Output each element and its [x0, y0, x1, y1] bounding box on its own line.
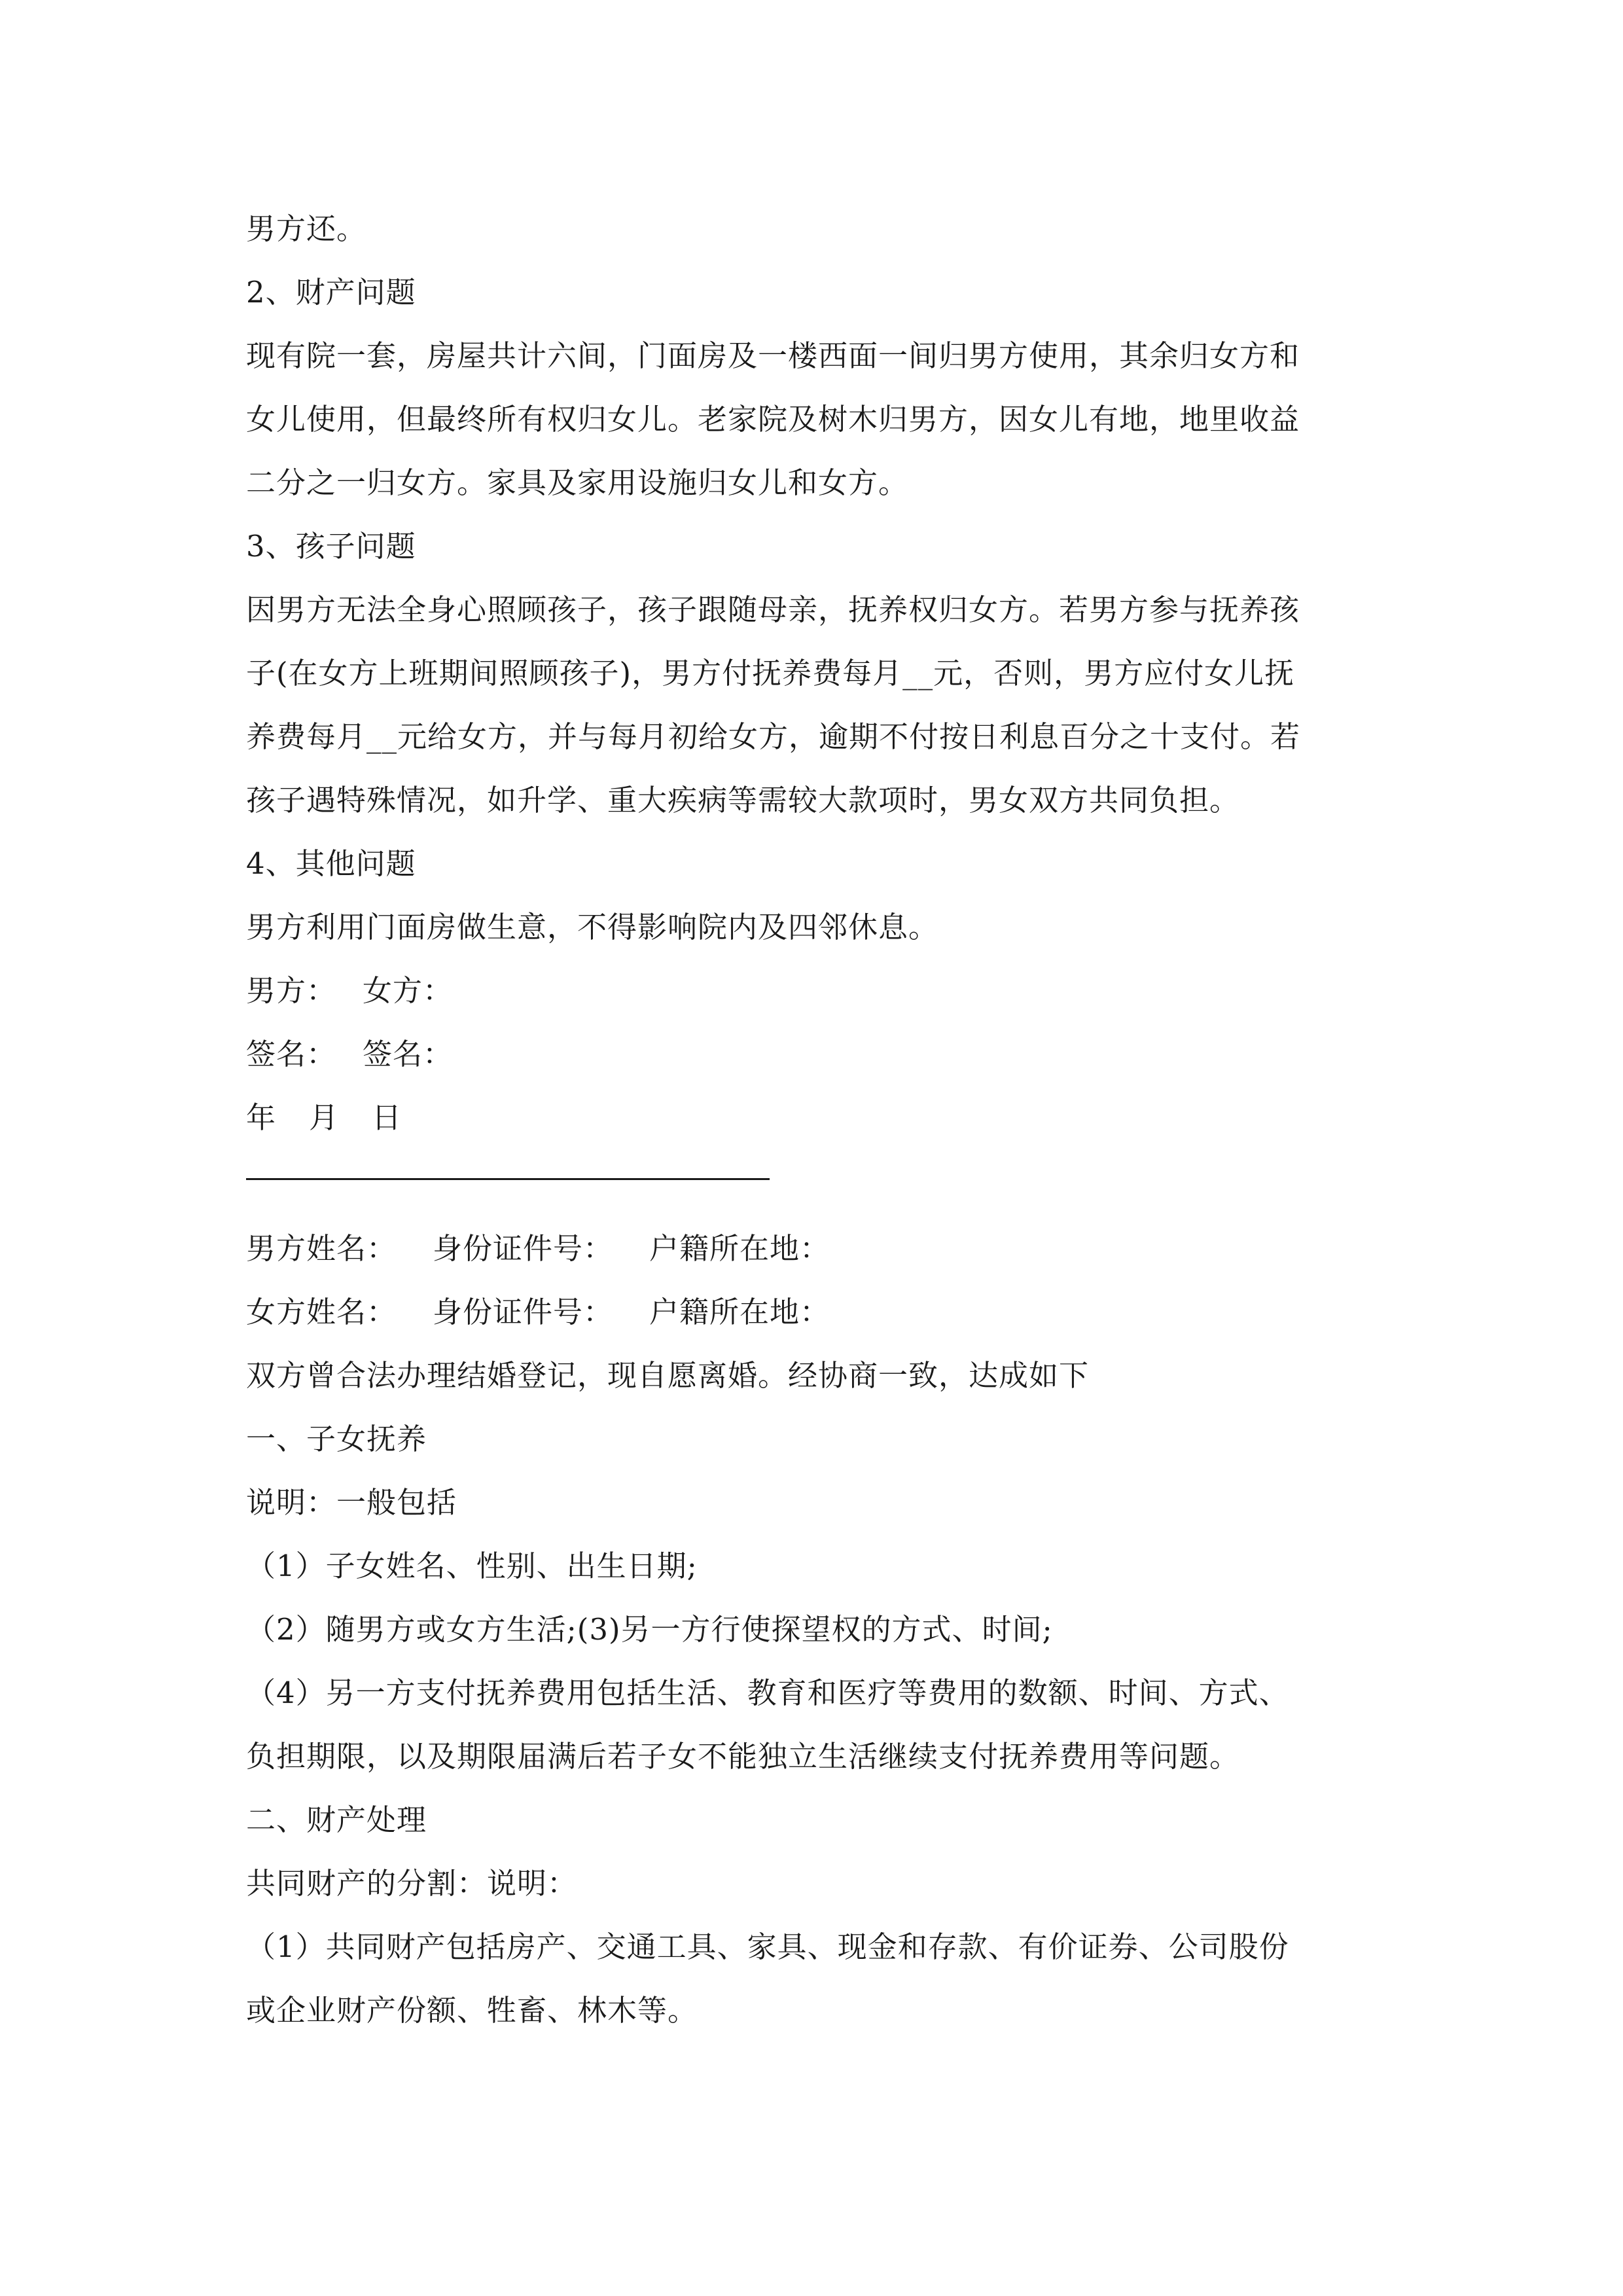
section-heading-property: 2、财产问题 [246, 275, 416, 310]
section-heading-custody: 一、子女抚养 [246, 1422, 427, 1456]
female-party-info [246, 1293, 830, 1332]
male-label: 男方： [246, 973, 337, 1008]
section-heading-other: 4、其他问题 [246, 846, 416, 881]
male-id-label: 身份证件号： [433, 1231, 614, 1266]
section-heading-property-division: 二、财产处理 [246, 1803, 427, 1837]
text-line: （1）子女姓名、性别、出生日期; [246, 1549, 698, 1583]
female-hukou-label: 户籍所在地： [649, 1295, 830, 1329]
date-day: 日 [372, 1100, 402, 1135]
text-line: 共同财产的分割：说明： [246, 1866, 578, 1901]
male-party-info [246, 1229, 830, 1268]
party-signature-row [246, 971, 453, 1011]
signature-row [246, 1035, 453, 1074]
date-row [246, 1098, 402, 1138]
female-id-label: 身份证件号： [433, 1295, 614, 1329]
signature-label-male: 签名： [246, 1037, 337, 1071]
female-label: 女方： [363, 973, 454, 1008]
section-heading-child: 3、孩子问题 [246, 529, 416, 564]
text-line: 子(在女方上班期间照顾孩子)，男方付抚养费每月__元，否则，男方应付女儿抚 [246, 656, 1295, 691]
text-line: 养费每月__元给女方，并与每月初给女方，逾期不付按日利息百分之十支付。若 [246, 719, 1301, 754]
text-line: 男方还。 [246, 211, 367, 246]
date-month: 月 [309, 1100, 340, 1135]
text-line: 或企业财产份额、牲畜、林木等。 [246, 1993, 698, 2028]
text-line: 现有院一套，房屋共计六间，门面房及一楼西面一间归男方使用，其余归女方和 [246, 338, 1300, 373]
date-year: 年 [246, 1100, 277, 1135]
text-line: 男方利用门面房做生意，不得影响院内及四邻休息。 [246, 910, 939, 944]
signature-label-female: 签名： [363, 1037, 454, 1071]
text-line: 二分之一归女方。家具及家用设施归女儿和女方。 [246, 465, 909, 500]
text-line: 女儿使用，但最终所有权归女儿。老家院及树木归男方，因女儿有地，地里收益 [246, 402, 1300, 437]
text-line: 因男方无法全身心照顾孩子，孩子跟随母亲，抚养权归女方。若男方参与抚养孩 [246, 592, 1300, 627]
male-name-label: 男方姓名： [246, 1231, 397, 1266]
text-line: 负担期限，以及期限届满后若子女不能独立生活继续支付抚养费用等问题。 [246, 1739, 1240, 1774]
female-name-label: 女方姓名： [246, 1295, 397, 1329]
male-hukou-label: 户籍所在地： [649, 1231, 830, 1266]
text-line: （1）共同财产包括房产、交通工具、家具、现金和存款、有价证券、公司股份 [246, 1929, 1289, 1964]
text-line: （2）随男方或女方生活;(3)另一方行使探望权的方式、时间; [246, 1612, 1053, 1647]
section-divider [246, 1178, 770, 1180]
text-line: 说明：一般包括 [246, 1485, 457, 1520]
text-line: 孩子遇特殊情况，如升学、重大疾病等需较大款项时，男女双方共同负担。 [246, 783, 1240, 817]
text-line: （4）另一方支付抚养费用包括生活、教育和医疗等费用的数额、时间、方式、 [246, 1676, 1289, 1710]
text-line: 双方曾合法办理结婚登记，现自愿离婚。经协商一致，达成如下 [246, 1358, 1090, 1393]
